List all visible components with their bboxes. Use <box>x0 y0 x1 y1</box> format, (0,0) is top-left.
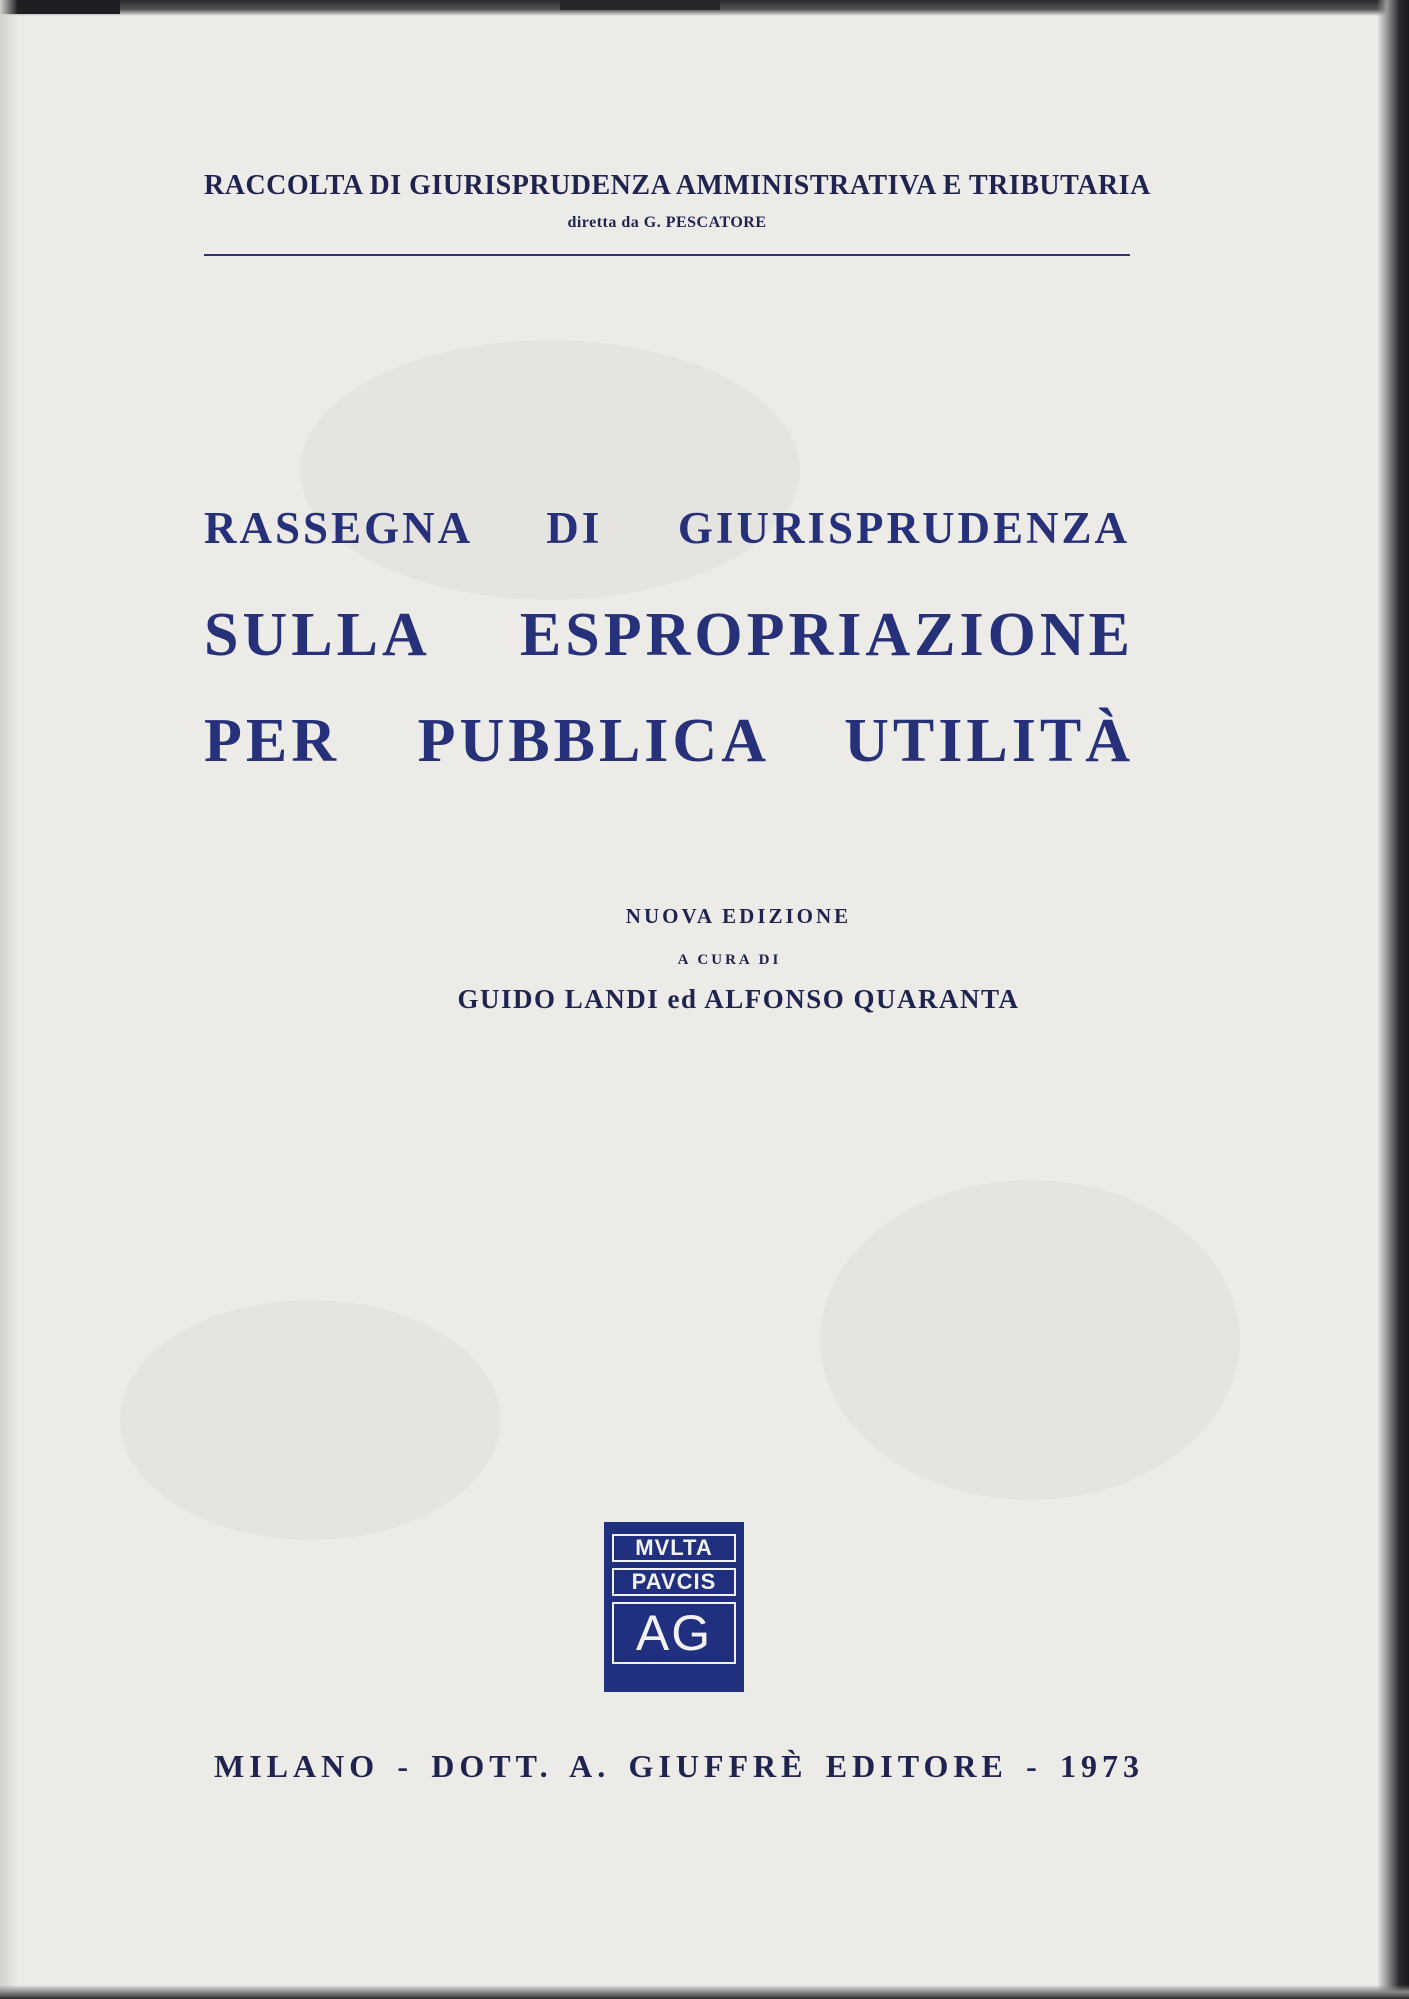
paper-stain <box>820 1180 1240 1500</box>
title-line-1: RASSEGNA DI GIURISPRUDENZA <box>204 503 1130 553</box>
editors-names <box>0 984 1409 1015</box>
title-line-2: SULLA ESPROPRIAZIONE <box>204 601 1134 669</box>
scan-edge-top <box>0 0 1409 16</box>
edition-label <box>0 904 1409 929</box>
logo-monogram: AG <box>612 1602 736 1664</box>
header-rule <box>204 254 1130 256</box>
editors-text: GUIDO LANDI ed ALFONSO QUARANTA <box>457 984 1020 1014</box>
series-title: RACCOLTA DI GIURISPRUDENZA AMMINISTRATIVA E TRIBUTARIA <box>204 170 1151 201</box>
curated-by-text: A CURA DI <box>677 952 782 968</box>
paper-stain <box>300 340 800 600</box>
logo-motto-line-1: MVLTA <box>612 1534 736 1562</box>
publisher-imprint: MILANO - DOTT. A. GIUFFRÈ EDITORE - 1973 <box>214 1748 1144 1784</box>
publisher-logo <box>604 1522 744 1692</box>
scan-edge-bottom <box>0 1985 1409 1999</box>
title-line-3: PER PUBBLICA UTILITÀ <box>204 707 1134 775</box>
curated-by-label <box>0 952 1409 969</box>
edition-text: NUOVA EDIZIONE <box>625 904 852 928</box>
logo-motto-line-2: PAVCIS <box>612 1568 736 1596</box>
paper-stain <box>120 1300 500 1540</box>
series-director: diretta da G. PESCATORE <box>567 214 767 231</box>
